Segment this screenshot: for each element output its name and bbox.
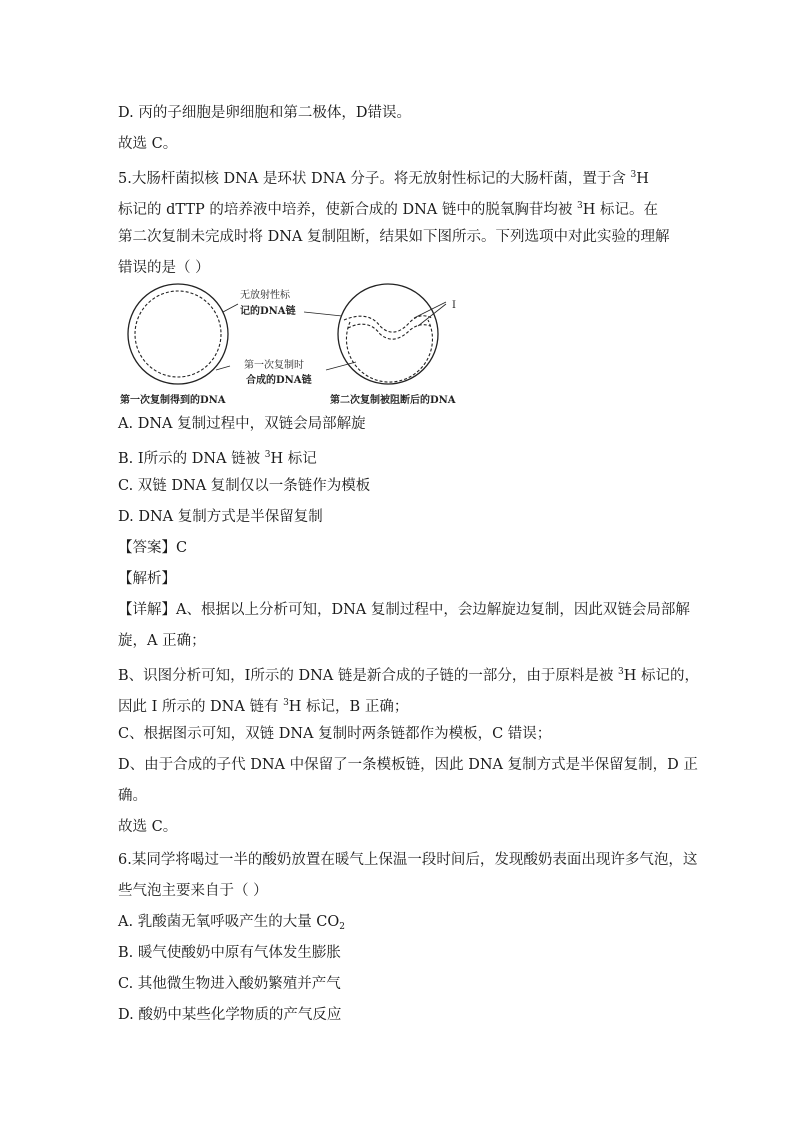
- detail-line-5: C、根据图示可知，双链 DNA 复制时两条链都作为模板，C 错误；: [118, 726, 552, 742]
- detail-line-6: D、由于合成的子代 DNA 中保留了一条模板链，因此 DNA 复制方式是半保留复制，D 正: [118, 757, 698, 773]
- question-5-line-1: [118, 165, 649, 189]
- line-d-conclusion: D. 丙的子细胞是卵细胞和第二极体，D错误。: [118, 105, 411, 121]
- line-choose-c-2: 故选 C。: [118, 819, 178, 835]
- superscript: 3: [576, 201, 583, 211]
- option-c: C. 双链 DNA 复制仅以一条链作为模板: [118, 478, 371, 494]
- leader-line: [304, 312, 342, 316]
- question-5-line-2: [118, 196, 658, 220]
- text: H 标记的，: [623, 668, 699, 684]
- answer: 【答案】C: [118, 540, 188, 556]
- question-6-line-2: 些气泡主要来自于（ ）: [118, 883, 268, 899]
- line-choose-c-1: 故选 C。: [118, 136, 178, 152]
- label-roman-one: Ⅰ: [452, 300, 456, 311]
- question-6-option-c: C. 其他微生物进入酸奶繁殖并产气: [118, 976, 341, 992]
- left-dna-outer-strand: [128, 284, 228, 384]
- right-dna-new-strand-top: [344, 316, 432, 332]
- detail-line-7: 确。: [118, 788, 147, 804]
- question-6-line-1: 6.某同学将喝过一半的酸奶放置在暖气上保温一段时间后，发现酸奶表面出现许多气泡，这: [118, 852, 698, 868]
- label-unlabeled-line2: 记的DNA链: [240, 306, 296, 317]
- leader-line: [216, 366, 230, 370]
- question-6-option-a: [118, 912, 345, 937]
- subscript: 2: [339, 922, 346, 932]
- superscript: 3: [264, 450, 271, 460]
- leader-line: [414, 302, 446, 318]
- text: A. 乳酸菌无氧呼吸产生的大量 CO: [118, 914, 340, 930]
- option-b: [118, 445, 317, 469]
- text: 5.大肠杆菌拟核 DNA 是环状 DNA 分子。将无放射性标记的大肠杆菌，置于含: [118, 171, 631, 187]
- leader-line: [418, 304, 446, 326]
- superscript: 3: [630, 170, 637, 180]
- text: B. Ⅰ所示的 DNA 链被: [118, 451, 265, 467]
- caption-left: 第一次复制得到的DNA: [120, 395, 226, 406]
- left-dna-inner-dashed-strand: [135, 291, 221, 377]
- text: 标记的 dTTP 的培养液中培养，使新合成的 DNA 链中的脱氧胸苷均被: [118, 202, 577, 218]
- question-5-line-4: 错误的是（ ）: [118, 260, 210, 276]
- analysis-heading: 【解析】: [118, 571, 176, 587]
- text: H 标记，B 正确；: [288, 699, 409, 715]
- option-a: A. DNA 复制过程中，双链会局部解旋: [118, 416, 366, 432]
- label-first-line2: 合成的DNA链: [246, 375, 312, 386]
- question-5-line-3: 第二次复制未完成时将 DNA 复制阻断，结果如下图所示。下列选项中对此实验的理解: [118, 229, 670, 245]
- detail-line-2: 旋，A 正确；: [118, 633, 206, 649]
- caption-right: 第二次复制被阻断后的DNA: [330, 395, 456, 406]
- text: H 标记。在: [582, 202, 658, 218]
- question-6-option-d: D. 酸奶中某些化学物质的产气反应: [118, 1007, 342, 1023]
- superscript: 3: [618, 667, 624, 677]
- option-d: D. DNA 复制方式是半保留复制: [118, 509, 323, 525]
- text: H: [636, 171, 649, 187]
- detail-line-4: [118, 693, 408, 717]
- text: 因此 I 所示的 DNA 链有: [118, 699, 284, 715]
- detail-line-1: 【详解】A、根据以上分析可知，DNA 复制过程中，会边解旋边复制，因此双链会局部解: [118, 602, 690, 618]
- leader-line: [223, 304, 238, 312]
- right-dna-outer-strand: [338, 284, 438, 384]
- label-first-line1: 第一次复制时: [244, 360, 304, 371]
- question-6-option-b: B. 暖气使酸奶中原有气体发生膨胀: [118, 945, 341, 961]
- superscript: 3: [283, 698, 289, 708]
- text: B、识图分析可知，Ⅰ所示的 DNA 链是新合成的子链的一部分，由于原料是被: [118, 668, 618, 684]
- text: H 标记: [270, 451, 317, 467]
- detail-line-3: [118, 662, 699, 686]
- label-unlabeled-line1: 无放射性标: [240, 290, 290, 301]
- dna-replication-figure: [118, 282, 488, 412]
